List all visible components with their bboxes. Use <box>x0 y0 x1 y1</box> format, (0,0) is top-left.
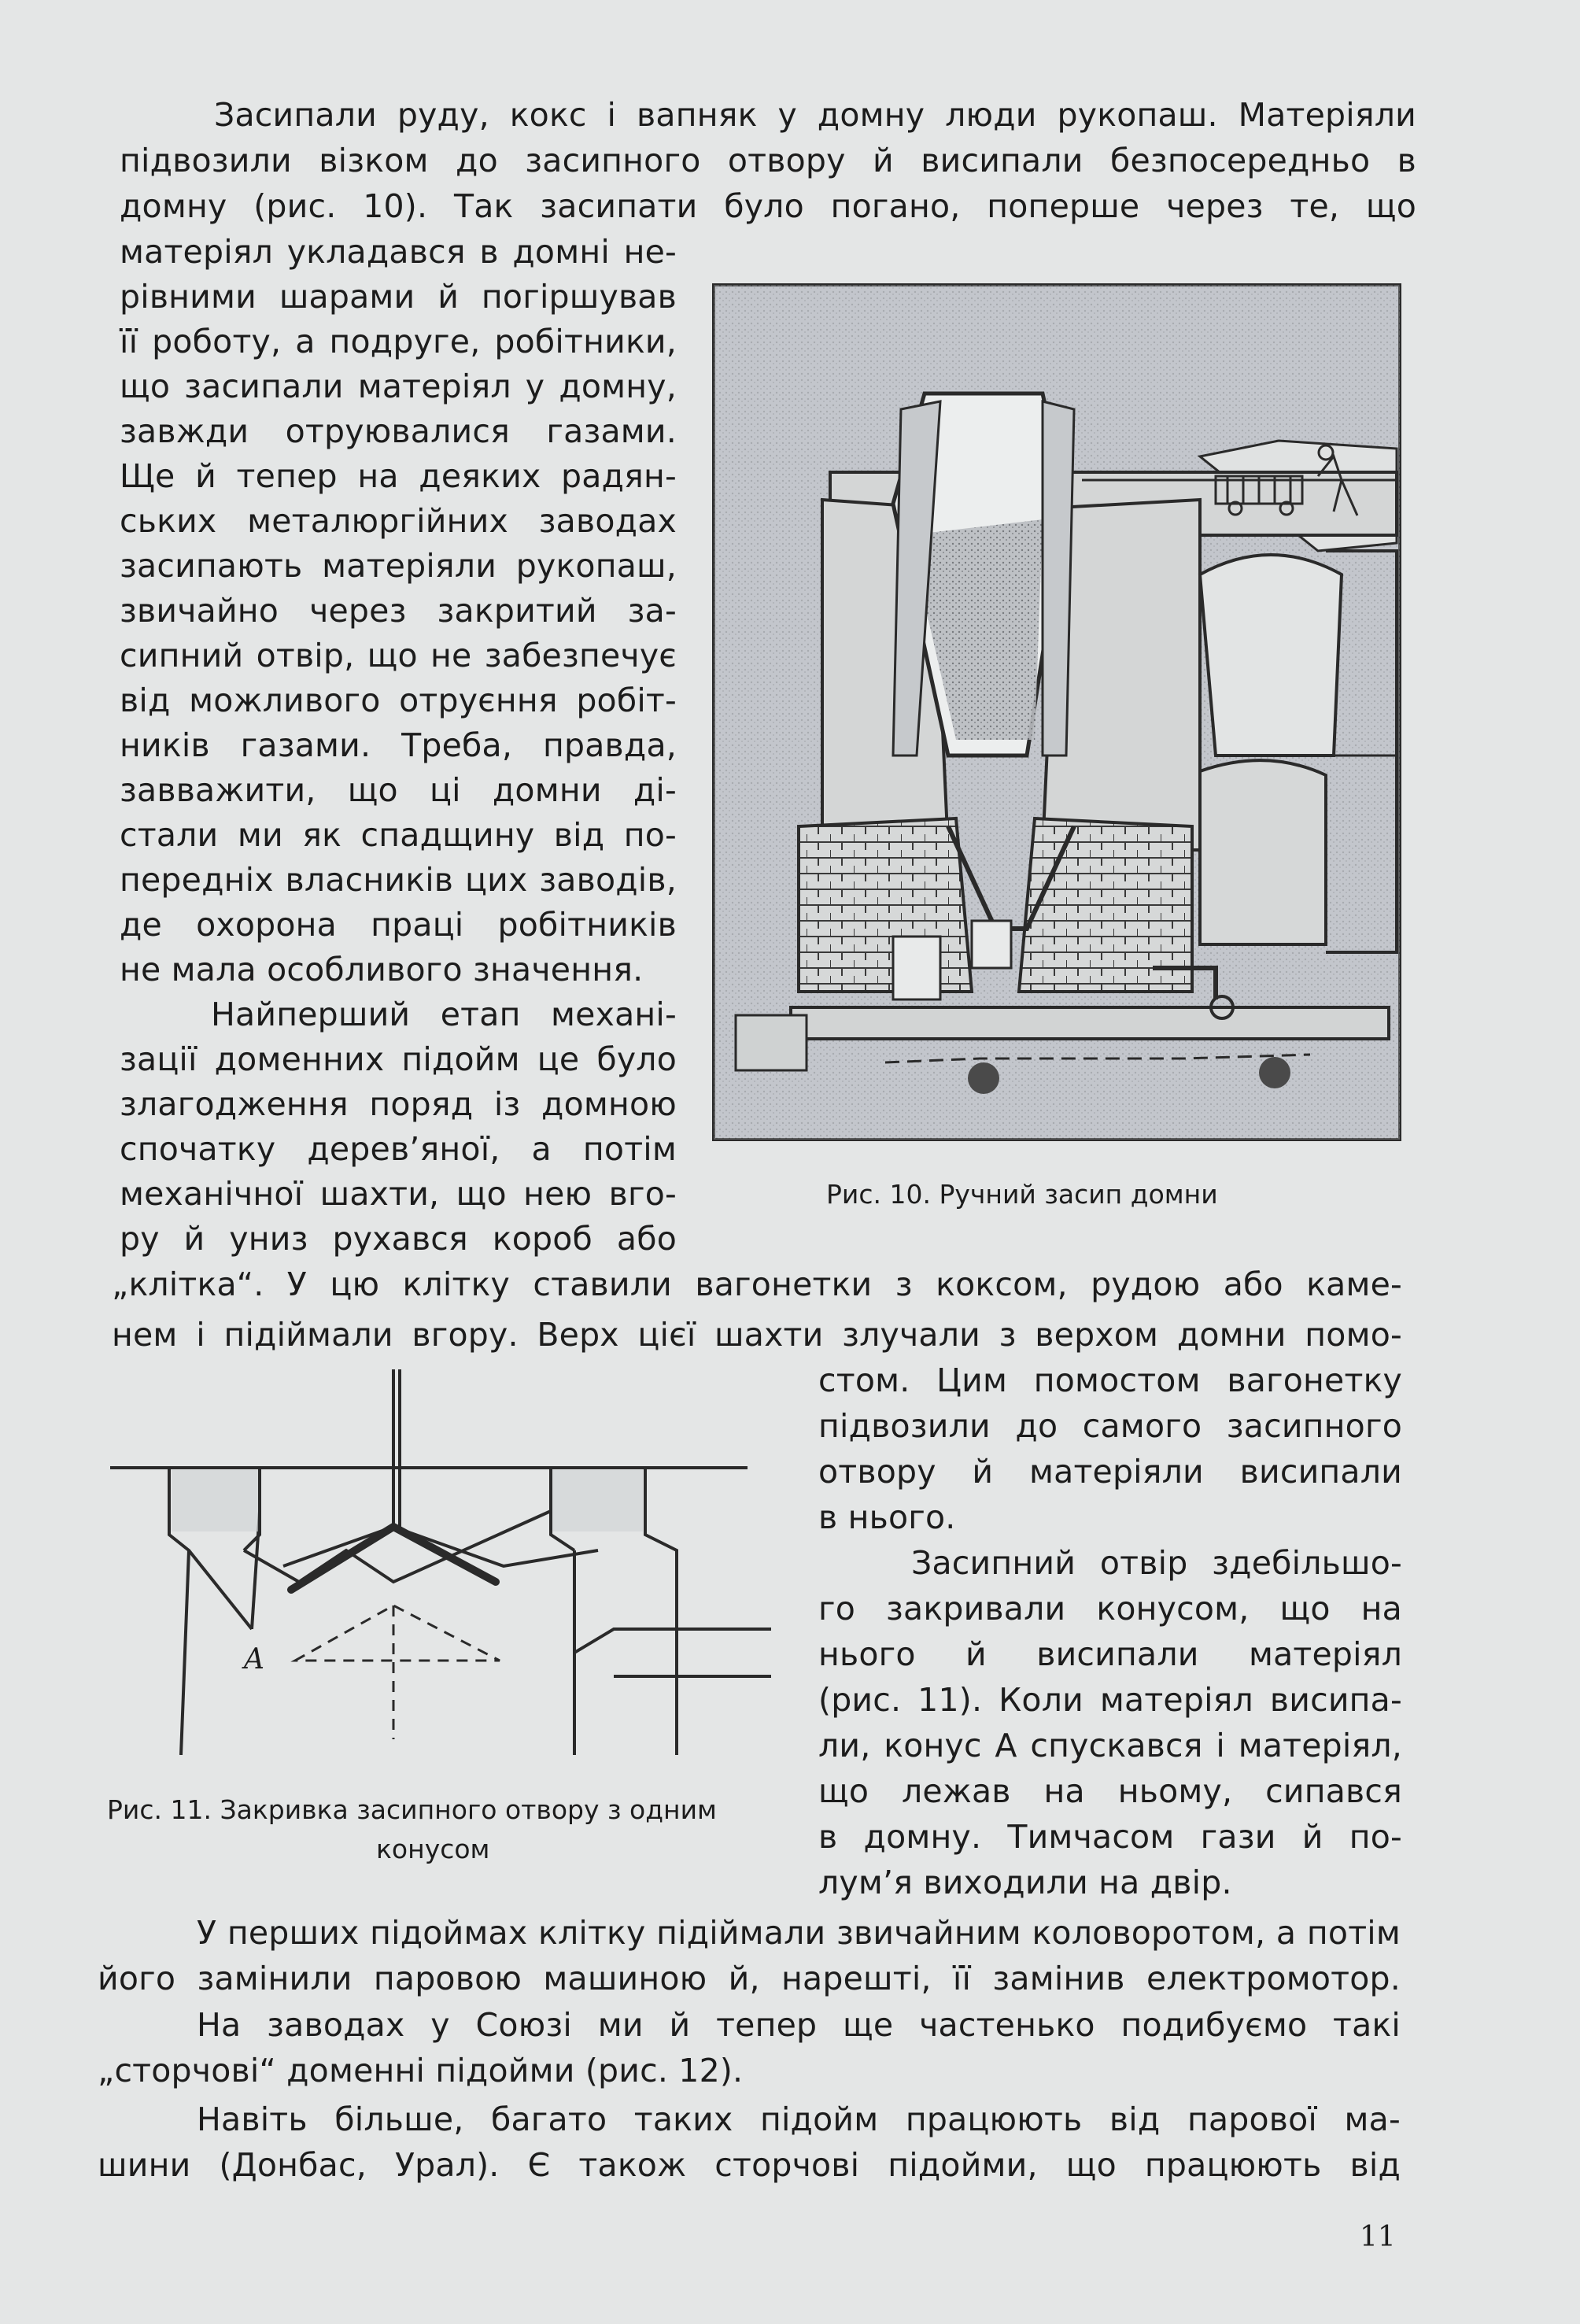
text-line: отвору й матеріяли висипали <box>818 1453 1402 1491</box>
text-line: не мала особливого значення. <box>120 951 644 988</box>
text-line: засипають матеріяли рукопаш, <box>120 547 677 585</box>
text-line: „клітка“. У цю клітку ставили вагонетки з коксом, рудою або каме- <box>112 1265 1402 1303</box>
text-line: звичайно через закритий за- <box>120 592 677 630</box>
figure-10-caption: Рис. 10. Ручний засип домни <box>826 1179 1218 1210</box>
figure-11-label-a: A <box>244 1643 264 1676</box>
text-line: його замінили паровою машиною й, нарешті, її замінив електромотор. <box>98 1960 1401 1997</box>
text-line: передніх власників цих заводів, <box>120 861 677 899</box>
figure-11-caption-line-1: Рис. 11. Закривка засипного отвору з одним <box>107 1794 717 1825</box>
text-line: злагодження поряд із домною <box>120 1085 677 1123</box>
text-line: Найперший етап механі- <box>211 996 677 1033</box>
text-line: стом. Цим помостом вагонетку <box>818 1362 1402 1399</box>
text-line: стали ми як спадщину від по- <box>120 816 677 854</box>
text-line: нем і підіймали вгору. Верх цієї шахти злучали з верхом домни помо- <box>112 1316 1402 1354</box>
text-line: (рис. 11). Коли матеріял висипа- <box>818 1681 1402 1719</box>
text-line: ників газами. Треба, правда, <box>120 726 677 764</box>
text-line: зації доменних підойм це було <box>120 1040 677 1078</box>
text-line: де охорона праці робітників <box>120 906 677 944</box>
text-line: підвозили до самого засипного <box>818 1407 1402 1445</box>
text-line: шини (Донбас, Урал). Є також сторчові підойми, що працюють від <box>98 2146 1401 2184</box>
text-line: ських металюргійних заводах <box>120 502 677 540</box>
text-line: домну (рис. 10). Так засипати було погано, поперше через те, що <box>120 187 1416 225</box>
text-line: ли, конус A спускався і матеріял, <box>818 1727 1402 1764</box>
text-line: що лежав на ньому, сипався <box>818 1772 1402 1810</box>
text-line: матеріял укладався в домні не- <box>120 233 677 271</box>
text-line: У перших підоймах клітку підіймали звичайним коловоротом, а потім <box>197 1914 1401 1952</box>
text-line: Ще й тепер на деяких радян- <box>120 457 677 495</box>
figure-11-cone-diagram <box>110 1369 771 1755</box>
text-line: го закривали конусом, що на <box>818 1590 1402 1628</box>
text-line: завжди отруювалися газами. <box>120 412 677 450</box>
text-line: що засипали матеріял у домну, <box>120 368 677 405</box>
text-line: в нього. <box>818 1498 956 1536</box>
text-line: лум’я виходили на двір. <box>818 1864 1232 1901</box>
text-line: її роботу, а подруге, робітники, <box>120 323 677 360</box>
text-line: від можливого отруєння робіт- <box>120 682 677 719</box>
furnace-drawing <box>712 283 1401 1141</box>
text-line: спочатку дерев’яної, а потім <box>120 1130 677 1168</box>
text-line: підвозили візком до засипного отвору й висипали безпосередньо в <box>120 142 1416 179</box>
text-line: завважити, що ці домни ді- <box>120 771 677 809</box>
text-line: Навіть більше, багато таких підойм працюють від парової ма- <box>197 2100 1401 2138</box>
text-line: сипний отвір, що не забезпечує <box>120 637 677 674</box>
figure-10-furnace-illustration <box>712 283 1401 1141</box>
text-line: Засипали руду, кокс і вапняк у домну люди рукопаш. Матеріяли <box>214 96 1416 134</box>
text-line: рівними шарами й погіршував <box>120 278 677 316</box>
figure-11-caption-line-2: конусом <box>376 1834 490 1864</box>
text-line: „сторчові“ доменні підойми (рис. 12). <box>98 2052 744 2089</box>
text-line: Засипний отвір здебільшо- <box>911 1544 1402 1582</box>
text-line: На заводах у Союзі ми й тепер ще частенько подибуємо такі <box>197 2006 1401 2044</box>
page-number: 11 <box>1360 2221 1396 2253</box>
text-line: в домну. Тимчасом гази й по- <box>818 1818 1402 1856</box>
cone-closure-drawing <box>110 1369 771 1755</box>
text-line: ру й униз рухався короб або <box>120 1220 677 1258</box>
text-line: нього й висипали матеріял <box>818 1635 1402 1673</box>
text-line: механічної шахти, що нею вго- <box>120 1175 677 1213</box>
